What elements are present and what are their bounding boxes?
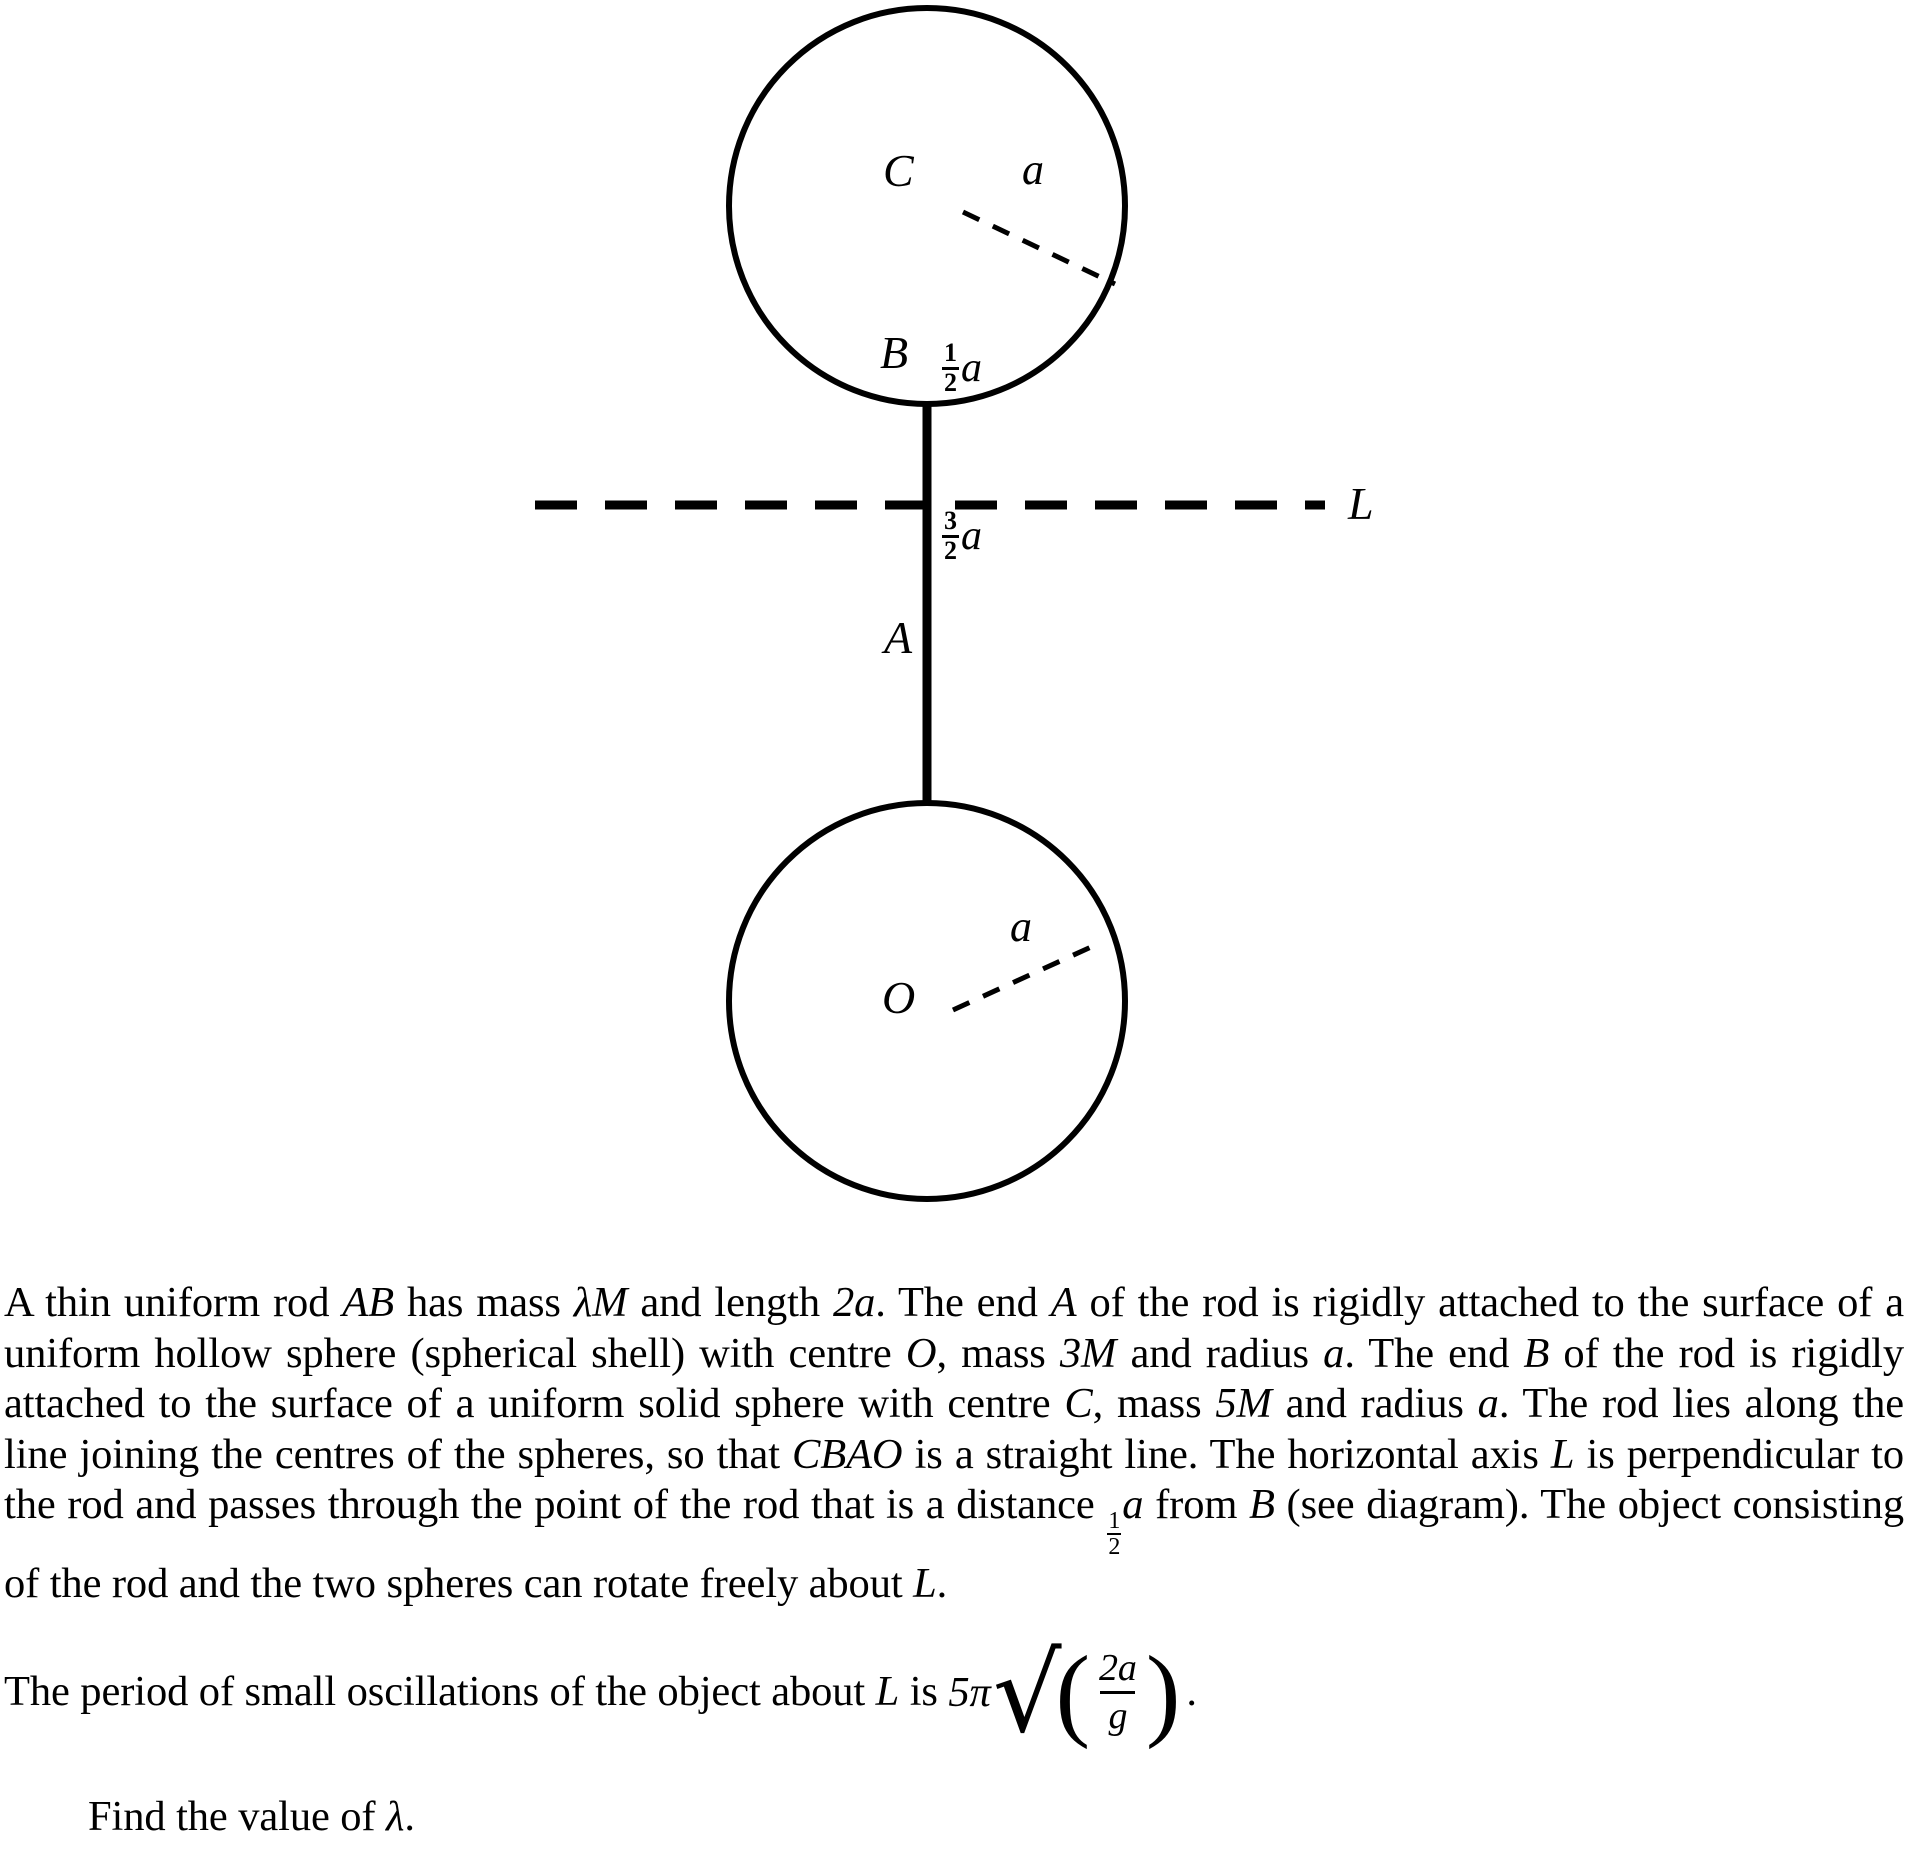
label-rod-end-A: A (884, 612, 913, 663)
label-upper-sphere-radius-a: a (1022, 145, 1044, 194)
symbol-from-B: B (1249, 1481, 1275, 1528)
symbol-rod-length: 2a (832, 1279, 876, 1326)
radical-glyph: √ (992, 1631, 1062, 1757)
distance-unit-a-2: a (961, 513, 982, 560)
label-upper-sphere-centre-C: C (883, 145, 914, 196)
text-run: The period of small oscillations of the object about (4, 1667, 876, 1715)
text-run: , mass (1092, 1380, 1216, 1427)
left-paren: ( (1055, 1634, 1090, 1750)
parenthesised-fraction (1055, 1634, 1181, 1750)
text-run: Find the value of (88, 1793, 387, 1841)
symbol-mass-5M: 5M (1215, 1380, 1272, 1427)
fraction-three-halves: $\frac{3}{2}$ (944, 506, 957, 565)
formula-coefficient: 5π (948, 1668, 991, 1716)
fraction-one-half: $\frac{1}{2}$ (944, 338, 957, 397)
text-run: and length (627, 1279, 833, 1326)
symbol-rod-AB: AB (342, 1279, 395, 1326)
text-run: is (899, 1667, 949, 1715)
symbol-lambda: λ (386, 1793, 405, 1841)
text-run: and radius (1271, 1380, 1478, 1427)
task-paragraph (4, 1792, 1904, 1843)
question-text-block (4, 1278, 1904, 1843)
text-run: and radius (1116, 1329, 1324, 1377)
text-run: , mass (936, 1329, 1060, 1377)
text-run: . The end (875, 1279, 1051, 1326)
symbol-a-distance: a (1122, 1481, 1144, 1528)
label-lower-sphere-centre-O: O (882, 972, 916, 1023)
period-statement-paragraph (4, 1631, 1904, 1757)
symbol-end-B: B (1523, 1329, 1550, 1377)
label-distance-B-to-axis (942, 340, 982, 396)
period-formula (948, 1631, 1186, 1757)
text-run: has mass (394, 1279, 574, 1326)
symbol-axis-L-2: L (913, 1560, 937, 1608)
square-root-sign (992, 1631, 1062, 1757)
problem-statement-paragraph (4, 1278, 1904, 1610)
symbol-end-A: A (1050, 1279, 1077, 1326)
text-run: . The rod lies along the line joining the centres of the spheres, so that (4, 1380, 1904, 1478)
text-run: is a straight line. The horizontal axis (902, 1430, 1551, 1478)
text-run: . (936, 1560, 948, 1608)
text-run: from (1143, 1481, 1249, 1528)
symbol-collinear-CBAO: CBAO (791, 1430, 903, 1478)
label-rod-end-B: B (880, 327, 909, 378)
lower-sphere-circle (729, 803, 1125, 1199)
symbol-axis-L-1: L (1550, 1430, 1575, 1478)
symbol-rod-mass: λM (573, 1279, 628, 1326)
fraction-2a-over-g: $\frac{2a}{g}$ (1099, 1646, 1137, 1738)
text-run: is perpendicular to the rod and passes through the point of the rod that is a distance (4, 1430, 1904, 1528)
text-run: of the rod is rigidly attached to the surface of a uniform solid sphere with centre (4, 1329, 1905, 1427)
text-run: . (1186, 1667, 1197, 1715)
right-paren: ) (1145, 1634, 1181, 1750)
symbol-centre-C: C (1064, 1380, 1093, 1427)
label-distance-axis-to-A (942, 508, 982, 564)
symbol-radius-a-2: a (1477, 1380, 1499, 1427)
text-run: (see diagram). The object consisting of the rod and the two spheres can rotate freely about (4, 1481, 1905, 1608)
symbol-centre-O: O (905, 1329, 937, 1377)
symbol-radius-a-1: a (1323, 1329, 1345, 1377)
text-run: . The end (1344, 1329, 1524, 1377)
text-run: of the rod is rigidly attached to the surface of a uniform hollow sphere (spherical shell) with centre (4, 1279, 1905, 1377)
label-axis-L: L (1348, 478, 1374, 529)
inline-fraction-one-half: $\frac{1}{2}$ (1108, 1508, 1121, 1561)
label-lower-sphere-radius-a: a (1010, 902, 1032, 951)
text-run: . (404, 1793, 415, 1841)
text-run: A thin uniform rod (4, 1279, 343, 1326)
upper-sphere-circle (729, 8, 1125, 404)
distance-unit-a: a (961, 345, 982, 392)
symbol-axis-L-3: L (875, 1667, 900, 1715)
symbol-mass-3M: 3M (1059, 1329, 1117, 1377)
